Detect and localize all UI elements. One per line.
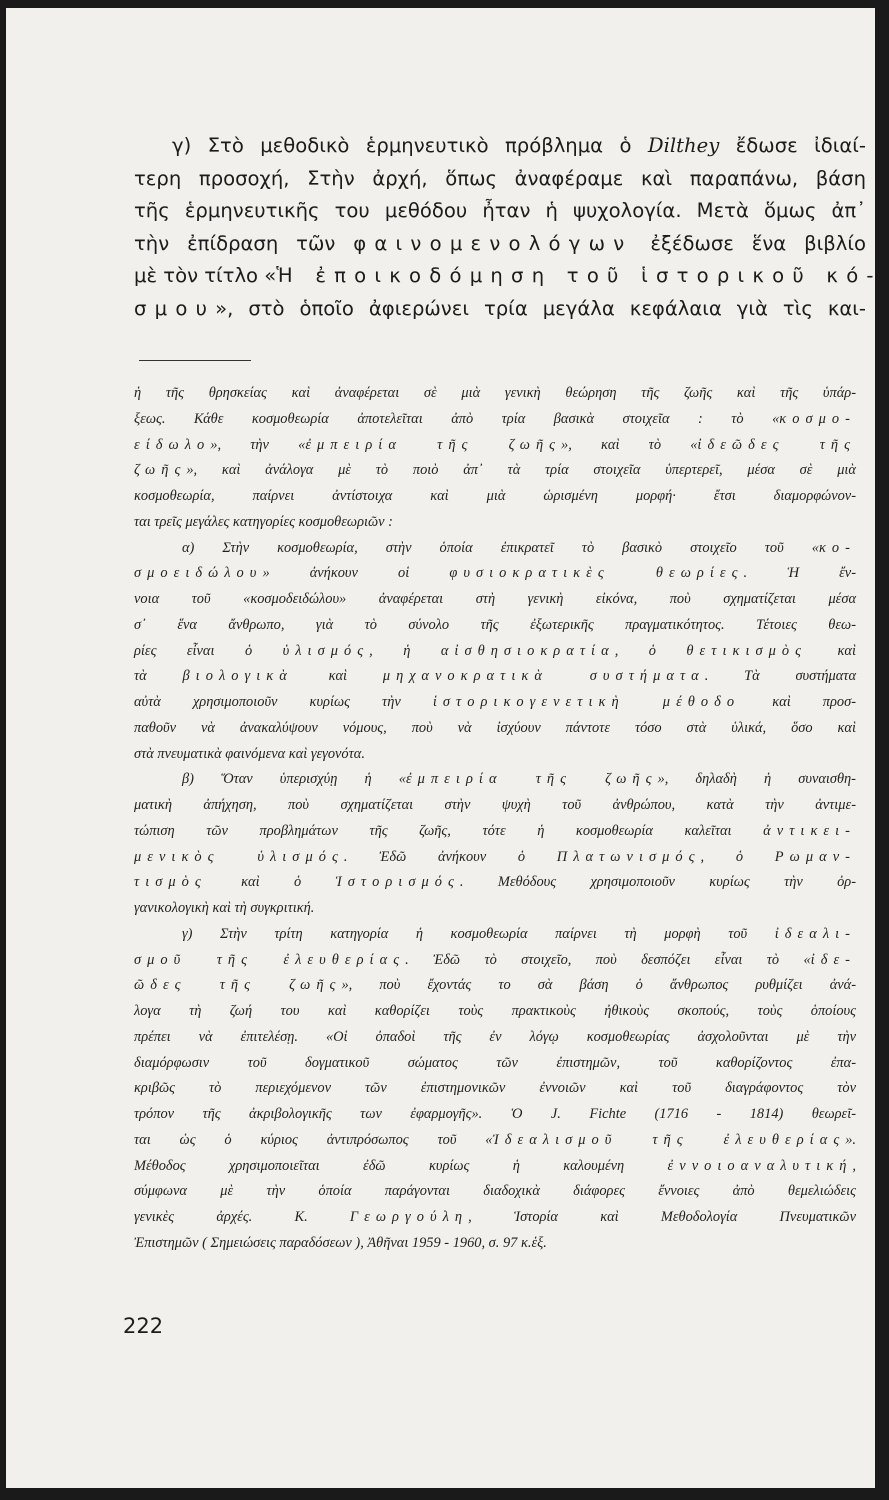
main_text-text: φαινομενολόγων [353, 231, 633, 255]
footnote-text: σ᾿ ἕνα ἄνθρωπο, γιὰ τὸ σύνολο τῆς ἐξωτερικῆς πραγματικότητος. Τέτοιες θεω- [134, 616, 856, 633]
main_text-line [134, 228, 866, 261]
footnote-text: . Ἐδῶ τὸ στοιχεῖο, ποὺ δεσπόζει εἶναι τὸ « [405, 951, 811, 968]
footnote-text: τὰ [134, 668, 183, 685]
footnote-line [134, 690, 856, 716]
footnote-line [134, 1102, 856, 1128]
footnote-text: Ἰδεαλισμοῦ τῆς ἐλευθερίας [492, 1131, 846, 1148]
footnote-text: τισμὸς [134, 874, 207, 891]
footnote-text: καὶ [807, 642, 856, 659]
footnote-text: ἐμπειρία τῆς ζωῆς [305, 436, 562, 453]
footnote-line [134, 561, 856, 587]
footnote-line [134, 510, 856, 536]
footnote-line [134, 999, 856, 1025]
footnote-text: διαμόρφωσιν τοῦ δογματικοῦ σώματος τῶν ἐπιστημῶν, τοῦ καθορίζοντος ἐπα- [134, 1054, 856, 1071]
footnote-text: κοσμο- [779, 410, 856, 427]
footnote-text: τώπιση τῶν προβλημάτων τῆς ζωῆς, τότε ἡ κοσμοθεωρία καλεῖται [134, 822, 764, 839]
footnote-text: ται τρεῖς μεγάλες κατηγορίες κοσμοθεωριῶν : [134, 513, 393, 530]
footnote-line [134, 948, 856, 974]
main_text-text: σμου [134, 296, 216, 320]
footnote-text: είδωλο [134, 436, 211, 453]
footnote-text: γανικολογικὴ καὶ τὴ συγκριτική. [134, 900, 315, 916]
footnote-line [134, 587, 856, 613]
footnote-line [134, 793, 856, 819]
footnote-line [134, 1179, 856, 1205]
footnote-line [134, 742, 856, 768]
footnote-text: κοσμοθεωρία, παίρνει ἀντίστοιχα καὶ μιὰ ὡρισμένη μορφή· ἔτσι διαμορφώνον- [134, 488, 856, 504]
footnote-text: ἐννοιοαναλυτική [667, 1157, 853, 1174]
footnote-text: κο- [818, 539, 856, 556]
footnote-line [134, 1231, 856, 1257]
footnote [134, 381, 856, 1257]
footnote-text: Πλατωνισμός [556, 848, 701, 865]
footnote-text: αἰσθησιοκρατία [440, 642, 615, 659]
footnote-text: , ἡ [369, 642, 441, 659]
footnote-text: ἡ τῆς θρησκείας καὶ ἀναφέρεται σὲ μιὰ γενικὴ θεώρηση τῆς ζωῆς καὶ τῆς ὑπάρ- [134, 385, 856, 401]
footnote-text: . Ἐδῶ ἀνήκουν ὁ [343, 848, 557, 865]
footnote-text: γ) Στὴν τρίτη κατηγορία ἡ κοσμοθεωρία παίρνει τὴ μορφὴ τοῦ [182, 925, 775, 942]
footnote-text: καὶ προσ- [740, 694, 856, 710]
footnote-line [134, 484, 856, 510]
footnote-line [134, 536, 856, 562]
footnote-text: », τὴν « [210, 436, 306, 453]
page-number: 222 [123, 1314, 164, 1338]
footnote-text: νοια τοῦ «κοσμοδειδώλου» ἀναφέρεται στὴ γενικὴ εἰκόνα, ποὺ σχηματίζεται μέσα [134, 591, 856, 607]
footnote-text: . Μεθόδους χρησιμοποιοῦν κυρίως τὴν ὀρ- [459, 874, 856, 891]
footnote-text: ῶδες τῆς ζωῆς [134, 977, 342, 994]
main_text-text: Ἡ ἐποικοδόμηση τοῦ ἱστορικοῦ κό- [276, 264, 882, 287]
footnote-text: » ἀνήκουν οἱ [262, 565, 450, 582]
footnote-text: μενικὸς ὑλισμός [134, 848, 344, 865]
footnote-text: στὰ πνευματικὰ φαινόμενα καὶ γεγονότα. [134, 745, 365, 762]
footnote-line [134, 613, 856, 639]
footnote-line [134, 1051, 856, 1077]
footnote-line [134, 381, 856, 407]
footnote-text: ζωῆς [134, 462, 187, 479]
footnote-text: αὐτὰ χρησιμοποιοῦν κυρίως τὴν [134, 694, 433, 710]
footnote-line [134, 819, 856, 845]
footnote-text: Μέθοδος χρησιμοποιεῖται ἐδῶ κυρίως ἡ καλουμένη [134, 1157, 668, 1174]
footnote-text: μηχανοκρατικὰ συστήματα [382, 668, 705, 685]
footnote-text: ξεως. Κάθε κοσμοθεωρία ἀποτελεῖται ἀπὸ τρία βασικὰ στοιχεῖα : τὸ « [134, 410, 780, 427]
footnote-text: ». [845, 1131, 856, 1148]
footnote-text: », δηλαδὴ ἡ συναισθη- [657, 771, 856, 788]
footnote-text: Ρωμαν- [774, 848, 856, 865]
footnote-text: Ἱστορισμός [335, 874, 460, 891]
footnote-line [134, 870, 856, 896]
footnote-text: βιολογικὰ [182, 668, 293, 685]
main_text-line [134, 260, 882, 293]
main_text-text: ἐξέδωσε ἕνα βιβλίο [632, 231, 866, 255]
main_text-text: τερη προσοχή, Στὴν ἀρχή, ὅπως ἀναφέραμε καὶ παραπάνω, βάση [134, 166, 866, 190]
main_text-text: τῆς ἑρμηνευτικῆς του μεθόδου ἦταν ἡ ψυχολογία. Μετὰ ὅμως ἀπ᾿ [134, 199, 866, 222]
footnote-text: κριβῶς τὸ περιεχόμενον τῶν ἐπιστημονικῶν ἐννοιῶν καὶ τοῦ διαγράφοντος τὸν [134, 1080, 856, 1097]
footnote-text: καὶ [292, 668, 383, 685]
footnote-line [134, 407, 856, 433]
footnote-line [134, 433, 856, 459]
footnote-text: ἰδε- [810, 951, 856, 968]
footnote-text: ὑλισμός [282, 642, 370, 659]
footnote-text: », ποὺ ἔχοντάς το σὰ βάση ὁ ἄνθρωπος ρυθμίζει ἀνά- [341, 977, 857, 994]
main_text-line [134, 195, 866, 228]
main_text-line [134, 130, 866, 163]
footnote-separator [139, 360, 251, 361]
footnote-line [134, 639, 856, 665]
footnote-text: γενικὲς ἀρχές. Κ. [134, 1209, 350, 1225]
main_text-text: τὴν ἐπίδραση τῶν [134, 231, 354, 255]
footnote-line [134, 1154, 856, 1180]
footnote-text: . Ἡ ἔν- [743, 565, 856, 582]
footnote-text: σμοειδώλου [134, 565, 263, 582]
footnote-text: . Τὰ συστήματα [704, 668, 857, 685]
footnote-text: ματικὴ ἀπήχηση, ποὺ σχηματίζεται στὴν ψυχὴ τοῦ ἀνθρώπου, κατὰ τὴν ἀντιμε- [134, 797, 856, 813]
footnote-text: τρόπον τῆς ἀκριβολογικῆς των ἐφαρμογῆς». Ὁ J. Fichte (1716 - 1814) θεωρεῖ- [134, 1106, 856, 1122]
footnote-line [134, 845, 856, 871]
footnote-line [134, 716, 856, 742]
footnote-text: , Ἱστορία καὶ Μεθοδολογία Πνευματικῶν [468, 1209, 856, 1225]
footnote-text: , ὁ [614, 642, 687, 659]
main_text-text: », στὸ ὁποῖο ἀφιερώνει τρία μεγάλα κεφάλαια γιὰ τὶς και- [215, 296, 866, 320]
footnote-text: , [852, 1157, 856, 1174]
footnote-line [134, 664, 856, 690]
footnote-text: Ἐπιστημῶν ( Σημειώσεις παραδόσεων ), Ἀθῆναι 1959 - 1960, σ. 97 κ.ἑξ. [134, 1234, 547, 1251]
footnote-text: , ὁ [700, 848, 775, 865]
footnote-text: β) Ὅταν ὑπερισχύῃ ἡ « [182, 771, 406, 788]
footnote-line [134, 973, 856, 999]
footnote-text: καὶ ὁ [206, 874, 336, 891]
footnote-text: σύμφωνα μὲ τὴν ὁποία παράγονται διαδοχικὰ διάφορες ἔννοιες ἀπὸ θεμελιώδεις [134, 1183, 856, 1200]
footnote-line [134, 458, 856, 484]
book-page [6, 8, 882, 1488]
footnote-text: ἰδεαλι- [774, 925, 856, 942]
footnote-text: σμοῦ τῆς ἐλευθερίας [134, 951, 406, 968]
footnote-text: α) Στὴν κοσμοθεωρία, στὴν ὁποία ἐπικρατεῖ τὸ βασικὸ στοιχεῖο τοῦ « [182, 539, 819, 556]
footnote-line [134, 1076, 856, 1102]
main_text-line [134, 293, 866, 326]
footnote-text: ρίες εἶναι ὁ [134, 642, 283, 659]
footnote-line [134, 1025, 856, 1051]
main-paragraph [134, 130, 882, 325]
main_text-text: ἔδωσε ἰδιαί- [719, 134, 866, 157]
footnote-text: ἐμπειρία τῆς ζωῆς [405, 771, 658, 788]
main_text-line [134, 163, 866, 196]
footnote-line [134, 767, 856, 793]
footnote-line [134, 1128, 856, 1154]
main_text-text: μὲ τὸν τίτλο « [134, 264, 277, 287]
footnote-text: ἀντικει- [763, 822, 856, 839]
footnote-text: λογα τὴ ζωή του καὶ καθορίζει τοὺς πρακτικοὺς ἠθικοὺς σκοπούς, τοὺς ὁποίους [134, 1003, 856, 1019]
footnote-line [134, 1205, 856, 1231]
footnote-text: φυσιοκρατικὲς θεωρίες [449, 565, 744, 582]
footnote-text: θετικισμὸς [686, 642, 808, 659]
footnote-text: », καὶ τὸ « [561, 436, 698, 453]
footnote-line [134, 922, 856, 948]
footnote-text: πρέπει νὰ ἐπιτελέσῃ. «Οἱ ὀπαδοὶ τῆς ἐν λόγῳ κοσμοθεωρίας ἀσχολοῦνται μὲ τὴν [134, 1028, 856, 1045]
footnote-text: ἰδεῶδες τῆς [697, 436, 856, 453]
footnote-text: », καὶ ἀνάλογα μὲ τὸ ποιὸ ἀπ᾿ τὰ τρία στοιχεῖα ὑπερτερεῖ, μέσα σὲ μιὰ [186, 462, 856, 479]
main_text-text: γ) Στὸ μεθοδικὸ ἑρμηνευτικὸ πρόβλημα ὁ [172, 134, 648, 157]
footnote-text: παθοῦν νὰ ἀνακαλύψουν νόμους, ποὺ νὰ ἰσχύουν πάντοτε τόσο στὰ ὑλικά, ὅσο καὶ [134, 719, 856, 736]
main_text-text: Dilthey [647, 134, 720, 157]
footnote-text: Γεωργούλη [349, 1209, 469, 1225]
footnote-text: ἱστορικογενετικὴ μέθοδο [432, 694, 741, 710]
footnote-line [134, 896, 856, 922]
footnote-text: ται ὡς ὁ κύριος ἀντιπρόσωπος τοῦ « [134, 1131, 493, 1148]
